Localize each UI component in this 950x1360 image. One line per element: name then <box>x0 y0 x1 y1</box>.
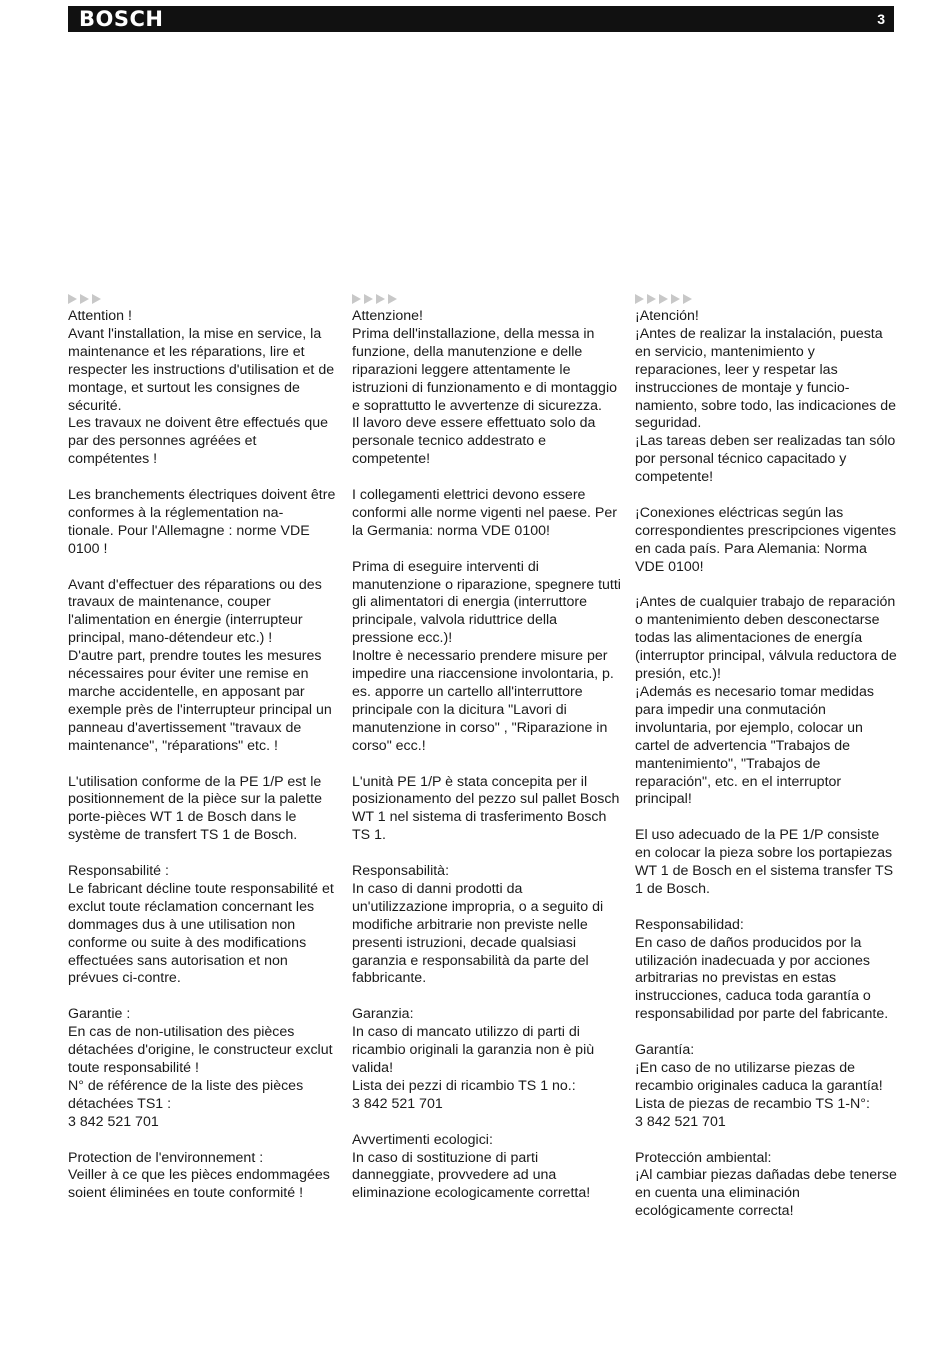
paragraph: El uso adecuado de la PE 1/P consiste en colocar la pieza sobre los portapiezas WT 1 de Bosch en el sistema transfer TS 1 de Bosch. <box>635 827 894 897</box>
column-french <box>68 290 338 1221</box>
triangle-marker-icon <box>671 294 680 304</box>
paragraph: Protection de l'environnement : Veiller à ce que les pièces endommagées soient éliminées en toute conformité ! <box>68 1149 330 1202</box>
paragraph: I collegamenti elettrici devono essere conformi alle norme vigenti nel paese. Per la Germania: norma VDE 0100! <box>352 487 617 539</box>
triangle-marker-icon <box>352 294 361 304</box>
paragraph: Protección ambiental: ¡Al cambiar piezas dañadas debe tenerse en cuenta una eliminación ecológicamente correcta! <box>635 1149 897 1220</box>
triangle-marker-icon <box>659 294 668 304</box>
paragraph: Responsabilité : Le fabricant décline toute responsabilité et exclut toute réclamation concernant les dommages dus à une utilisation non conforme ou suite à des modifications effectuées sans autorisation et non prévues ci-contre. <box>68 863 334 987</box>
column-italian <box>352 290 622 1221</box>
page-number: 3 <box>877 11 885 27</box>
paragraph: Garantía: ¡En caso de no utilizarse piezas de recambio originales caduca la garantía! Lista de piezas de recambio TS 1-N°: 3 842 521 701 <box>635 1042 883 1130</box>
triangle-marker-icon <box>92 294 101 304</box>
paragraph: Prima di eseguire interventi di manutenzione o riparazione, spegnere tutti gli alimentatori di energia (interruttore principale, valvola riduttrice della pressione ecc.)! Inoltre è necessario prendere misure per impedire una riaccensione involontaria, p. es. apporre un cartello all'interruttore principale con la dicitura "Lavori di manutenzione in corso" , "Riparazione in corso" ecc.! <box>352 558 621 754</box>
triangle-marker-icon <box>376 294 385 304</box>
triangle-marker-icon <box>80 294 89 304</box>
paragraph: ¡Conexiones eléctricas según las correspondientes prescripciones vigentes en cada país. Para Alemania: Norma VDE 0100! <box>635 504 897 575</box>
paragraph: Responsabilidad: En caso de daños producidos por la utilización inadecuada y por acciones arbitrarias no previstas en estas instrucciones, caduca toda garantía o responsabilidad por parte del fabricante. <box>635 916 889 1023</box>
paragraph: L'unità PE 1/P è stata concepita per il posizionamento del pezzo sul pallet Bosch WT 1 nel sistema di trasferimento Bosch TS 1. <box>352 773 620 844</box>
language-marker <box>68 290 338 308</box>
triangle-marker-icon <box>364 294 373 304</box>
language-marker <box>635 290 897 308</box>
paragraph: Attenzione! Prima dell'installazione, della messa in funzione, della manutenzione e delle riparazioni leggere attentamente le istruzioni di funzionamento e di montaggio e soprattutto le avvertenze di sicurezza. Il lavoro deve essere effettuato solo da personale tecnico addestrato e competente! <box>352 308 617 468</box>
triangle-marker-icon <box>647 294 656 304</box>
bosch-logo: BOSCH <box>79 7 164 31</box>
paragraph: Responsabilità: In caso di danni prodotti da un'utilizzazione impropria, o a seguito di modifiche arbitrarie non previste nelle presenti istruzioni, decade qualsiasi garanzia e responsabilità da parte del fabbricante. <box>352 863 604 987</box>
paragraph: Attention ! Avant l'installation, la mise en service, la maintenance et les réparations, lire et respecter les instructions d'utilisation et de montage, et surtout les consignes de sécurité. Les travaux ne doivent être effectués que par des personnes agréées et compétentes ! <box>68 308 335 468</box>
paragraph: ¡Atención! ¡Antes de realizar la instalación, puesta en servicio, mantenimiento y reparaciones, leer y respetar las instrucciones de montaje y funcio- namiento, sobre todo, las indicaciones de seguridad. ¡Las tareas deben ser realizadas tan sólo por personal técnico capacitado y competente! <box>635 308 897 486</box>
triangle-marker-icon <box>388 294 397 304</box>
triangle-marker-icon <box>635 294 644 304</box>
paragraph: Avvertimenti ecologici: In caso di sostituzione di parti danneggiate, provvedere ad una eliminazione ecologicamente corretta! <box>352 1131 591 1202</box>
language-marker <box>352 290 622 308</box>
paragraph: Avant d'effectuer des réparations ou des travaux de maintenance, couper l'alimentation en énergie (interrupteur principal, mano-détendeur etc.) ! D'autre part, prendre toutes les mesures nécessaires pour éviter une remise en marche accidentelle, en apposant par exemple près de l'interrupteur principal un panneau d'avertissement "travaux de maintenance", "réparations" etc. ! <box>68 576 332 754</box>
paragraph: L'utilisation conforme de la PE 1/P est le positionnement de la pièce sur la palette porte-pièces WT 1 de Bosch dans le système de transfert TS 1 de Bosch. <box>68 773 322 844</box>
triangle-marker-icon <box>683 294 692 304</box>
paragraph: ¡Antes de cualquier trabajo de reparación o mantenimiento deben desconectarse todas las alimentaciones de energía (interruptor principal, válvula reductora de presión, etc.)! ¡Además es necesario tomar medidas para impedir una conmutación involuntaria, por ejemplo, colocar un cartel de advertencia "Trabajos de mantenimiento", "Trabajos de reparación", etc. en el interruptor principal! <box>635 594 897 808</box>
paragraph: Garantie : En cas de non-utilisation des pièces détachées d'origine, le constructeur exclut toute responsabilité ! N° de référence de la liste des pièces détachées TS1 : 3 842 521 701 <box>68 1006 333 1130</box>
paragraph: Les branchements électriques doivent être conformes à la réglementation na- tionale. Pour l'Allemagne : norme VDE 0100 ! <box>68 487 336 557</box>
header-bar <box>68 6 894 32</box>
column-spanish <box>635 290 897 1239</box>
paragraph: Garanzia: In caso di mancato utilizzo di parti di ricambio originali la garanzia non è più valida! Lista dei pezzi di ricambio TS 1 no.: 3 842 521 701 <box>352 1006 595 1112</box>
triangle-marker-icon <box>68 294 77 304</box>
